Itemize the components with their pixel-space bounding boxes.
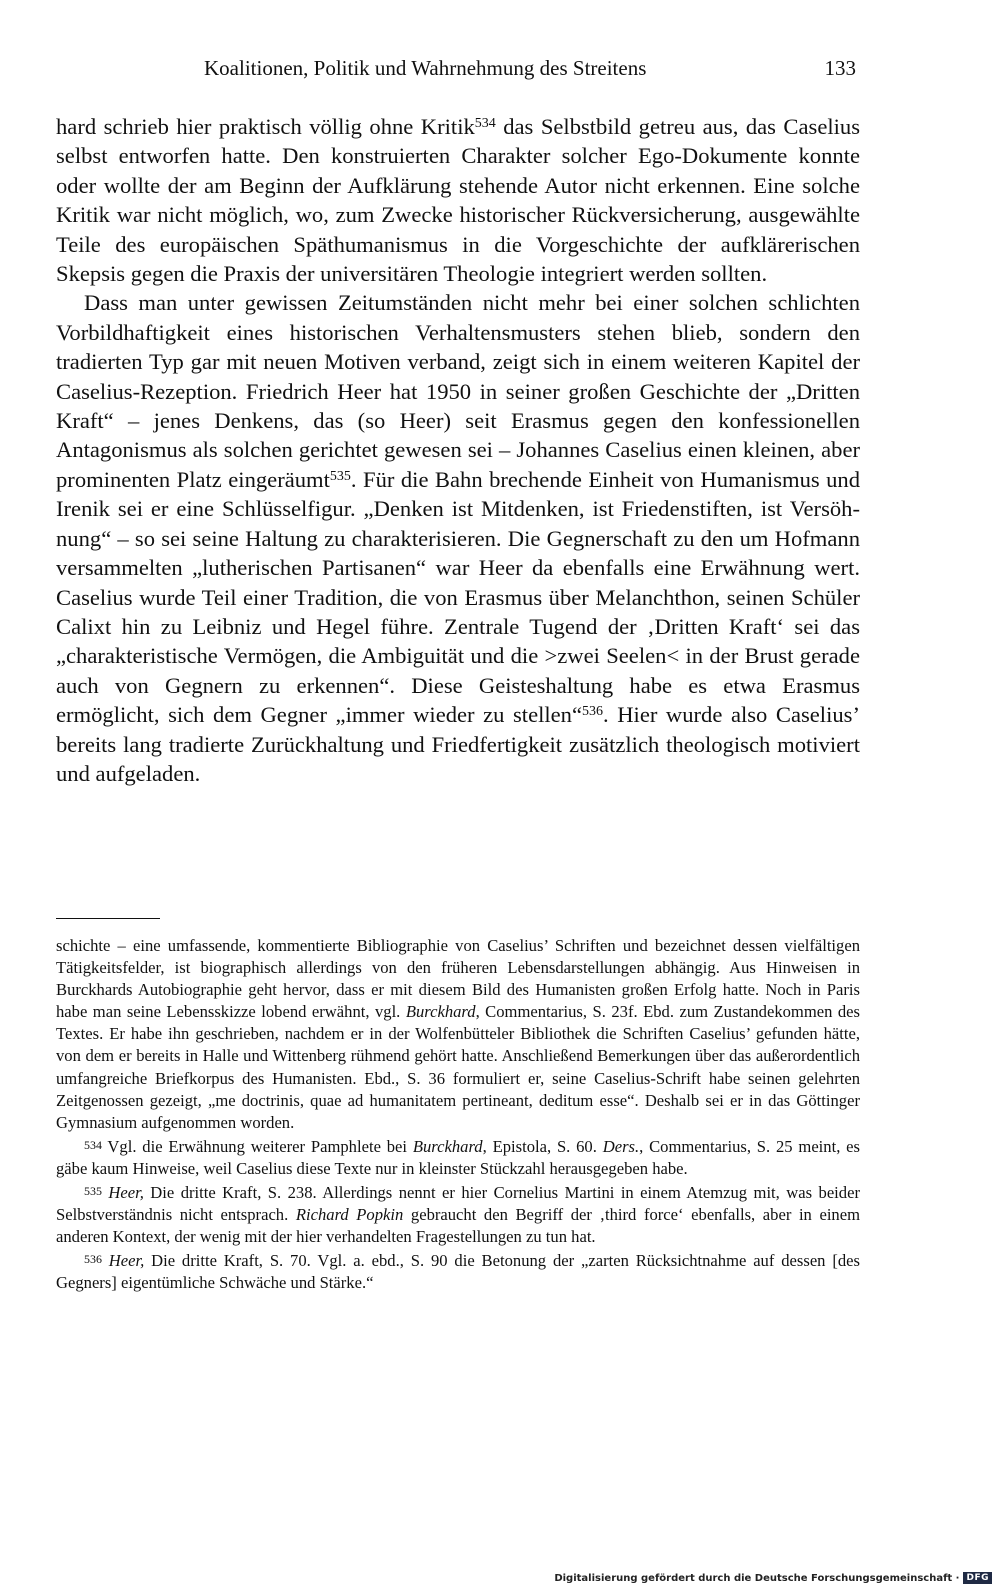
footnote-ref-535: 535 (329, 468, 351, 484)
credit-text: Digitalisierung gefördert durch die Deutsche Forschungsgemeinschaft · (554, 1572, 960, 1584)
footnote-number: 535 (84, 1184, 102, 1199)
footnote-ref-534: 534 (474, 116, 496, 131)
footnote-ref-536: 536 (582, 704, 604, 720)
footnotes (56, 935, 860, 1294)
footnote-number: 536 (84, 1252, 102, 1267)
running-header (56, 56, 856, 81)
footnote-536: 536 Heer, Die dritte Kraft, S. 70. Vgl. a. ebd., S. 90 die Betonung der „zarten Rücksichtnahme auf dessen [des Gegners] eigentümliche Schwäche und Stärke.“ (56, 1251, 860, 1293)
paragraph-2: Dass man unter gewissen Zeitumständen nicht mehr bei einer solchen schlichten Vorbildhaftigkeit eines historischen Verhaltensmusters stehen blieb, sondern den tradierten Typ gar mit neuen Motiven verband, zeigt sich in einem weiteren Kapitel der Caselius-Rezeption. Friedrich Heer hat 1950 in seiner großen Geschichte der „Dritten Kraft“ – jenes Denkens, das (so Heer) seit Erasmus gegen den konfessionellen Antagonismus als solchen gerichtet gewesen sei – Johannes Caselius einen kleinen, aber prominenten Platz eingeräumt$^{535}$. Für die Bahn brechende Einheit von Humanismus und Irenik sei er eine Schlüsselfigur. „Denken ist Mitdenken, ist Friedenstiften, ist Versöhnung“ – so sei seine Haltung zu charakterisieren. Die Gegnerschaft zu den um Hofmann versammelten „lutherischen Partisanen“ war Heer da ebenfalls eine Erwähnung wert. Caselius wurde Teil einer Tradition, die von Erasmus über Melanchthon, seinen Schüler Calixt hin zu Leibniz und Hegel führe. Zentrale Tugend der ‚Dritten Kraft‘ sei das „charakteristische Vermögen, die Ambiguität und die >zwei Seelen< in der Brust gerade auch von Gegnern zu erkennen“. Diese Geisteshaltung habe es etwa Erasmus ermöglicht, sich dem Gegner „immer wieder zu stellen“$^{536}$. Hier wurde also Caselius’ bereits lang tradierte Zurückhaltung und Friedfertigkeit zusätzlich theologisch motiviert und aufgeladen. (56, 290, 861, 786)
footnote-continued: schichte – eine umfassende, kommentierte Bibliographie von Caselius’ Schriften und bezeichnet dessen vielfältigen Tätigkeitsfelder, ist biographisch allerdings von den früheren Lebensdarstellungen abhängig. Aus Hinweisen in Burckhards Autobiographie geht hervor, dass er mit diesem Bild des Humanisten großen Erfolg hatte. Noch in Paris habe man seine Lebensskizze lobend erwähnt, vgl. Burckhard, Commentarius, S. 23f. Ebd. zum Zustandekommen des Textes. Er habe ihn geschrieben, nachdem er in der Wolfenbütteler Bibliothek die Schriften Caselius’ gefunden hätte, von dem er bereits in Halle und Wittenberg rühmend gehört hatte. Anschließend Bemerkungen über das außerordentlich umfangreiche Briefkorpus des Humanisten. Ebd., S. 36 formuliert er, seine Caselius-Schrift habe seinen gelehrten Zeitgenossen gezeigt, „me doctrinis, quae ad humanitatem pertineant, deditum esse“. Deshalb sei er in das Göttinger Gymnasium aufgenommen worden. (56, 936, 861, 1132)
footnote-number: 534 (84, 1137, 102, 1152)
footnote-534: 534 Vgl. die Erwähnung weiterer Pamphlete bei Burckhard, Epistola, S. 60. Ders., Commentarius, S. 25 meint, es gäbe kaum Hinweise, weil Caselius diese Texte nur in kleinster Stückzahl herausgegeben habe. (56, 1136, 860, 1178)
main-text (56, 112, 860, 788)
footnote-separator (56, 918, 160, 919)
digitization-credit (554, 1572, 992, 1584)
paragraph-1: hard schrieb hier praktisch völlig ohne Kritik$^{534}$ das Selbstbild getreu aus, das Caselius selbst entworfen hatte. Den konstruierten Charakter solcher Ego-Dokumente konnte oder wollte der am Beginn der Aufklärung stehende Autor nicht erkennen. Eine solche Kritik war nicht möglich, wo, zum Zwecke historischer Rückversicherung, ausgewählte Teile des europäischen Späthumanismus in die Vorgeschichte der aufklärerischen Skepsis gegen die Praxis der universitären Theologie integriert werden sollten. (56, 114, 860, 287)
page-number: 133 (824, 56, 856, 80)
dfg-logo-icon: DFG (963, 1572, 992, 1584)
running-title: Koalitionen, Politik und Wahrnehmung des Streitens (204, 56, 647, 80)
footnote-535: 535 Heer, Die dritte Kraft, S. 238. Allerdings nennt er hier Cornelius Martini in einem Atemzug mit, was beider Selbstverständnis nicht entsprach. Richard Popkin gebraucht den Begriff der ‚third force‘ ebenfalls, aber in einem anderen Kontext, der wenig mit der hier verhandelten Fragestellungen zu tun hat. (56, 1183, 860, 1247)
